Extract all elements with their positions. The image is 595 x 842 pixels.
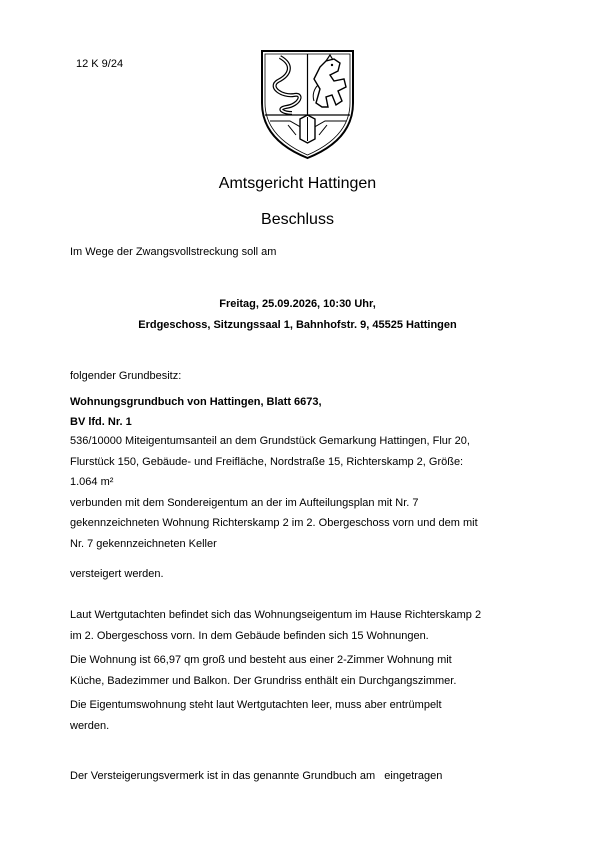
- paragraph-line: werden.: [70, 719, 110, 732]
- auction-location: Erdgeschoss, Sitzungssaal 1, Bahnhofstr. 9, 45525 Hattingen: [138, 319, 457, 331]
- property-description: [70, 431, 540, 554]
- paragraph-line: Die Eigentumswohnung steht laut Wertgutachten leer, muss aber entrümpelt: [70, 699, 442, 711]
- file-number: 12 K 9/24: [76, 58, 124, 70]
- property-line: Flurstück 150, Gebäude- und Freifläche, Nordstraße 15, Richterskamp 2, Größe:: [70, 455, 464, 468]
- appraisal-paragraph-1: [70, 605, 540, 646]
- appraisal-paragraph-3: [70, 695, 540, 736]
- paragraph-line: Laut Wertgutachten befindet sich das Wohnungseigentum im Hause Richterskamp 2: [70, 609, 482, 621]
- document-type: Beschluss: [261, 211, 334, 228]
- court-name: Amtsgericht Hattingen: [218, 175, 377, 192]
- bv-number: BV lfd. Nr. 1: [70, 416, 132, 428]
- property-line: Nr. 7 gekennzeichneten Keller: [70, 537, 217, 550]
- property-line: verbunden mit dem Sondereigentum an der im Aufteilungsplan mit Nr. 7: [70, 496, 419, 509]
- paragraph-line: im 2. Obergeschoss vorn. In dem Gebäude befinden sich 15 Wohnungen.: [70, 629, 429, 642]
- appraisal-paragraph-2: [70, 650, 540, 691]
- property-line: gekennzeichneten Wohnung Richterskamp 2 im 2. Obergeschoss vorn und dem mit: [70, 517, 478, 529]
- property-intro: folgender Grundbesitz:: [70, 370, 182, 382]
- paragraph-line: Küche, Badezimmer und Balkon. Der Grundriss enthält ein Durchgangszimmer.: [70, 674, 457, 687]
- intro-text: Im Wege der Zwangsvollstreckung soll am: [70, 246, 277, 258]
- property-line: 536/10000 Miteigentumsanteil an dem Grundstück Gemarkung Hattingen, Flur 20,: [70, 435, 470, 447]
- auction-date: Freitag, 25.09.2026, 10:30 Uhr,: [219, 298, 376, 310]
- registration-note: Der Versteigerungsvermerk ist in das genannte Grundbuch am eingetragen: [70, 770, 443, 782]
- paragraph-line: Die Wohnung ist 66,97 qm groß und besteht aus einer 2-Zimmer Wohnung mit: [70, 654, 452, 666]
- auction-text: versteigert werden.: [70, 568, 164, 580]
- land-register: Wohnungsgrundbuch von Hattingen, Blatt 6673,: [70, 396, 322, 408]
- coat-of-arms-icon: [260, 45, 355, 160]
- property-line: 1.064 m²: [70, 476, 114, 488]
